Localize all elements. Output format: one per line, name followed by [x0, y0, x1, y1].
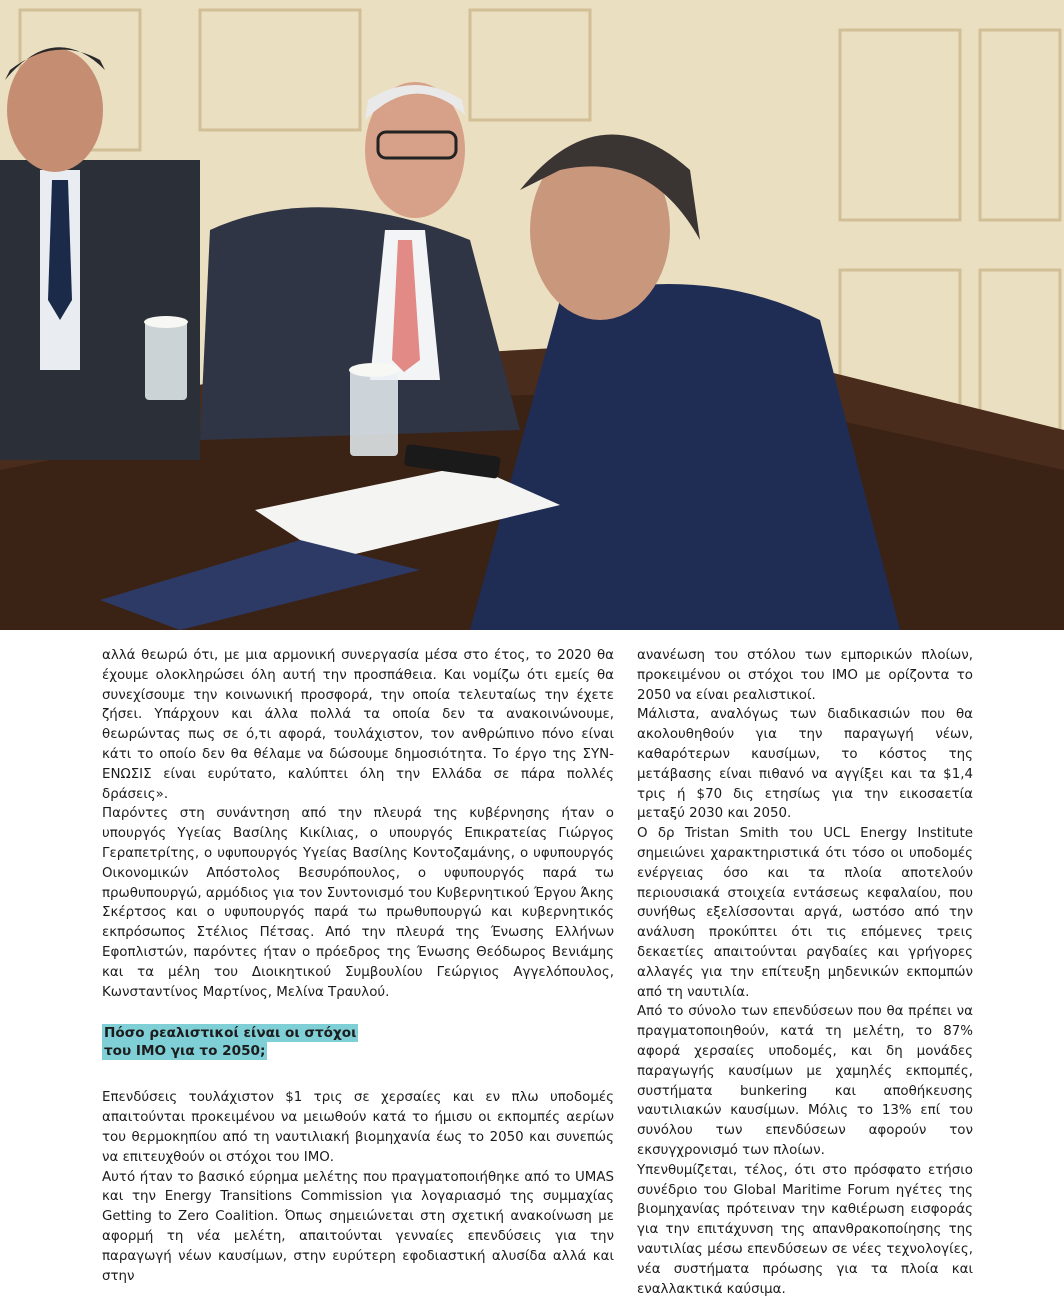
article-right-column	[637, 646, 973, 1299]
paragraph: Μάλιστα, αναλόγως των διαδικασιών που θα ακολουθηθούν για την παραγωγή νέων, καθαρότερων καυσίμων, το κόστος της μετάβασης είναι πιθανό να αγγίξει και τα $1,4 τρις ή $70 δις ετησίως για την εικοσαετία μεταξύ 2030 και 2050.	[637, 707, 973, 822]
paragraph: Παρόντες στη συνάντηση από την πλευρά της κυβέρνησης ήταν ο υπουργός Υγείας Βασίλης Κικίλιας, ο υπουργός Επικρατείας Γιώργος Γεραπετρίτης, ο υφυπουργός Υγείας Βασίλης Κοντοζαμάνης, ο υφυπουργός Οικονομικών Απόστολος Βεσυρόπουλος, ο υφυπουργός παρά τω πρωθυπουργώ, αρμόδιος για τον Συντονισμό του Κυβερνητικού Έργου Άκης Σκέρτσος και ο υφυπουργός παρά τω πρωθυπουργώ και κυβερνητικός εκπρόσωπος Στέλιος Πέτσας. Από την πλευρά της Ένωσης Ελλήνων Εφοπλιστών, παρόντες ήταν ο πρόεδρος της Ένωσης Θεόδωρος Βενιάμης και τα μέλη του Διοικητικού Συμβουλίου Γεώργιος Αγγελόπουλος, Κωνσταντίνος Μαρτίνος, Μελίνα Τραυλού.	[102, 806, 614, 1000]
paragraph: Από το σύνολο των επενδύσεων που θα πρέπει να πραγματοποιηθούν, κατά τη μελέτη, το 87% αφορά χερσαίες υποδομές, και δη μονάδες παραγωγής καυσίμων με χαμηλές εκπομπές, συστήματα bunkering και αποθήκευσης ναυτιλιακών καυσίμων. Μόλις το 13% επί του συνόλου των επενδύσεων αφορούν τον εκσυγχρονισμό των πλοίων.	[637, 1004, 973, 1158]
meeting-photo-icon	[0, 0, 1064, 630]
section-heading-line: Πόσο ρεαλιστικοί είναι οι στόχοι	[104, 1025, 357, 1042]
paragraph: Αυτό ήταν το βασικό εύρημα μελέτης που πραγματοποιήθηκε από το UMAS και την Energy Transitions Commission για λογαριασμό της συμμαχίας Getting to Zero Coalition. Όπως σημειώνεται στη σχετική ανακοίνωση με αφορμή τη νέα μελέτη, απαιτούνται γενναίες επενδύσεις για την παραγωγή νέων καυσίμων, στην ευρύτερη εφοδιαστική αλυσίδα αλλά και στην	[102, 1169, 614, 1284]
article-left-column	[102, 646, 614, 1286]
paragraph: Ο δρ Tristan Smith του UCL Energy Institute σημειώνει χαρακτηριστικά ότι τόσο οι υποδομές ενέργειας όσο και τα πλοία αποτελούν περιουσιακά στοιχεία εντάσεως κεφαλαίου, που συνήθως εξελίσσονται αργά, ωστόσο από την ανάλυση προκύπτει ότι τις επόμενες τρεις δεκαετίες απαιτούνται ραγδαίες και γρήγορες αλλαγές για την επίτευξη μηδενικών εκπομπών από τη ναυτιλία.	[637, 826, 973, 1000]
section-heading	[102, 1024, 614, 1060]
section-heading-line: του ΙΜΟ για το 2050;	[104, 1043, 266, 1060]
meeting-photo	[0, 0, 1064, 630]
paragraph: Υπενθυμίζεται, τέλος, ότι στο πρόσφατο ετήσιο συνέδριο του Global Maritime Forum ηγέτες της βιομηχανίας πρότειναν την καθιέρωση εισφοράς για την επιτάχυνση της απανθρακοποίησης της ναυτιλίας μέσω επενδύσεων σε νέες τεχνολογίες, νέα συστήματα πρόωσης για τα πλοία και εναλλακτικά καύσιμα.	[637, 1162, 973, 1297]
paragraph: ανανέωση του στόλου των εμπορικών πλοίων, προκειμένου οι στόχοι του ΙΜΟ με ορίζοντα το 2050 να είναι ρεαλιστικοί.	[637, 648, 973, 703]
paragraph: αλλά θεωρώ ότι, με μια αρμονική συνεργασία μέσα στο έτος, το 2020 θα έχουμε ολοκληρώσει όλη αυτή την προσπάθεια. Και νομίζω ότι εμείς θα συνεχίσουμε την κοινωνική προσφορά, την οποία τελευταίως την έχετε ζήσει. Υπάρχουν και άλλα πολλά τα οποία δεν τα ανακοινώνουμε, θεωρώντας πως σε ό,τι αφορά, τουλάχιστον, τον ανθρώπινο πόνο είναι κάτι το οποίο δεν θα θέλαμε να δώσουμε δημοσιότητα. Το έργο της ΣΥΝ-ΕΝΩΣΙΣ είναι ευρύτατο, καλύπτει όλη την Ελλάδα σε πάρα πολλές δράσεις».	[102, 648, 614, 802]
paragraph: Επενδύσεις τουλάχιστον $1 τρις σε χερσαίες και εν πλω υποδομές απαιτούνται προκειμένου να μειωθούν κατά το ήμισυ οι εκπομπές αερίων του θερμοκηπίου από τη ναυτιλιακή βιομηχανία έως το 2050 και συνεπώς να επιτευχθούν οι στόχοι του ΙΜΟ.	[102, 1090, 614, 1165]
